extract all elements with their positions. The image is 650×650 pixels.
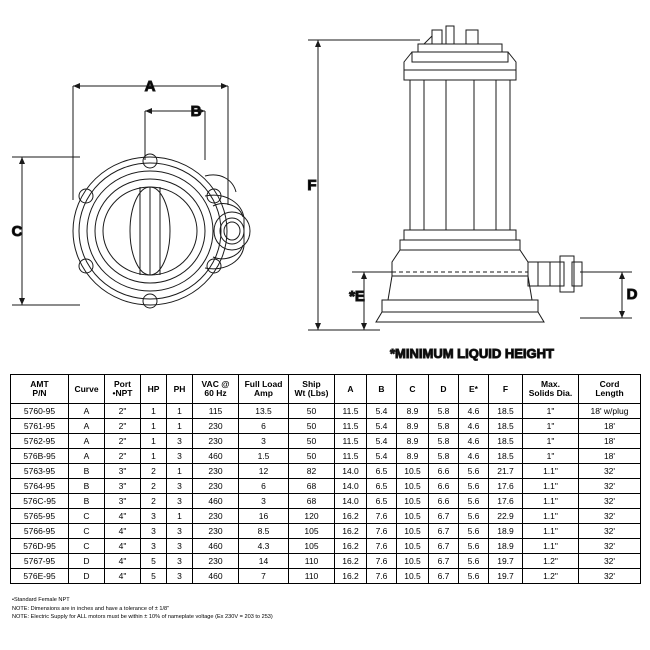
table-row xyxy=(11,419,641,434)
table-cell: 105 xyxy=(289,524,335,539)
table-header-line1: PH xyxy=(173,383,186,394)
table-header-line1: Cord xyxy=(599,379,620,390)
table-header-cell-5 xyxy=(193,375,239,404)
table-cell: 3" xyxy=(105,479,141,494)
table-cell: C xyxy=(69,539,105,554)
note-1: NOTE: Dimensions are in inches and have a tolerance of ± 1/8" xyxy=(12,605,170,612)
table-cell: 5.8 xyxy=(429,404,459,419)
table-cell: 3 xyxy=(167,569,193,584)
table-cell: 4" xyxy=(105,554,141,569)
table-header-cell-0 xyxy=(11,375,69,404)
table-cell: 4" xyxy=(105,524,141,539)
min-liquid-height-caption: *MINIMUM LIQUID HEIGHT xyxy=(390,346,554,361)
table-cell: 3 xyxy=(239,494,289,509)
table-cell: 32' xyxy=(579,554,641,569)
table-cell: 5765-95 xyxy=(11,509,69,524)
table-cell: 5 xyxy=(141,554,167,569)
table-cell: 5767-95 xyxy=(11,554,69,569)
table-header-line2: Solids Dia. xyxy=(528,388,573,398)
table-cell: D xyxy=(69,554,105,569)
table-cell: 2 xyxy=(141,494,167,509)
table-cell: 5.6 xyxy=(459,524,489,539)
table-cell: 5.8 xyxy=(429,449,459,464)
table-cell: 1.5 xyxy=(239,449,289,464)
table-cell: 7.6 xyxy=(367,569,397,584)
table-cell: 1.1" xyxy=(523,494,579,509)
table-cell: 22.9 xyxy=(489,509,523,524)
table-cell: 1 xyxy=(167,404,193,419)
table-cell: 6 xyxy=(239,419,289,434)
specification-table-wrap xyxy=(10,374,640,584)
table-cell: C xyxy=(69,524,105,539)
table-row xyxy=(11,494,641,509)
table-notes xyxy=(12,596,512,622)
table-header-cell-12 xyxy=(459,375,489,404)
table-cell: 17.6 xyxy=(489,479,523,494)
table-header-line1: Max. xyxy=(541,379,560,390)
table-cell: A xyxy=(69,419,105,434)
table-header-row xyxy=(11,375,641,404)
table-cell: 2" xyxy=(105,404,141,419)
table-cell: 4.6 xyxy=(459,434,489,449)
table-cell: 3 xyxy=(141,524,167,539)
table-cell: 2 xyxy=(141,479,167,494)
table-cell: 110 xyxy=(289,554,335,569)
table-body xyxy=(11,404,641,584)
table-cell: 8.9 xyxy=(397,449,429,464)
table-cell: 4.6 xyxy=(459,419,489,434)
table-cell: D xyxy=(69,569,105,584)
table-cell: 18' w/plug xyxy=(579,404,641,419)
table-cell: 230 xyxy=(193,434,239,449)
table-cell: 5.4 xyxy=(367,419,397,434)
table-cell: 3 xyxy=(167,554,193,569)
table-cell: 5 xyxy=(141,569,167,584)
table-cell: 5.8 xyxy=(429,434,459,449)
table-cell: 16.2 xyxy=(335,524,367,539)
table-cell: 1 xyxy=(141,434,167,449)
table-cell: 5.4 xyxy=(367,449,397,464)
table-cell: 5760-95 xyxy=(11,404,69,419)
table-cell: 1.1" xyxy=(523,479,579,494)
table-cell: 7.6 xyxy=(367,554,397,569)
table-cell: 1" xyxy=(523,449,579,464)
table-cell: 12 xyxy=(239,464,289,479)
table-cell: 5.4 xyxy=(367,404,397,419)
table-header-line1: HP xyxy=(147,383,160,394)
dim-label-a-top: A xyxy=(144,78,156,95)
table-cell: 5.6 xyxy=(459,569,489,584)
table-header-cell-11 xyxy=(429,375,459,404)
table-header-line2: Wt (Lbs) xyxy=(294,388,329,398)
table-cell: 230 xyxy=(193,554,239,569)
table-cell: 6.6 xyxy=(429,479,459,494)
table-cell: 32' xyxy=(579,464,641,479)
table-cell: 18.5 xyxy=(489,404,523,419)
table-cell: 4" xyxy=(105,569,141,584)
table-cell: 2" xyxy=(105,419,141,434)
table-cell: 14.0 xyxy=(335,494,367,509)
table-cell: 1.1" xyxy=(523,524,579,539)
table-cell: 3 xyxy=(167,494,193,509)
table-cell: 5.8 xyxy=(429,419,459,434)
table-cell: 18.5 xyxy=(489,419,523,434)
table-cell: 18.9 xyxy=(489,539,523,554)
table-cell: 6.6 xyxy=(429,464,459,479)
table-cell: 230 xyxy=(193,464,239,479)
table-header-cell-7 xyxy=(289,375,335,404)
table-cell: 1 xyxy=(141,404,167,419)
table-cell: 14 xyxy=(239,554,289,569)
table-cell: 6.5 xyxy=(367,479,397,494)
table-cell: 230 xyxy=(193,524,239,539)
table-cell: 13.5 xyxy=(239,404,289,419)
table-header-cell-9 xyxy=(367,375,397,404)
table-cell: 10.5 xyxy=(397,509,429,524)
table-cell: 1 xyxy=(167,419,193,434)
table-cell: 5.6 xyxy=(459,464,489,479)
table-header-line2: P/N xyxy=(32,388,47,398)
table-cell: 16.2 xyxy=(335,554,367,569)
table-cell: 3 xyxy=(167,524,193,539)
table-cell: 32' xyxy=(579,509,641,524)
table-cell: 576C-95 xyxy=(11,494,69,509)
dim-label-e-side: *E xyxy=(349,288,365,305)
table-cell: 5.6 xyxy=(459,554,489,569)
table-cell: 6.7 xyxy=(429,539,459,554)
table-header-line1: A xyxy=(347,383,354,394)
table-cell: 1 xyxy=(167,464,193,479)
table-header-line1: D xyxy=(440,383,447,394)
table-cell: 1.1" xyxy=(523,509,579,524)
table-cell: 10.5 xyxy=(397,494,429,509)
table-cell: 7.6 xyxy=(367,509,397,524)
table-cell: 68 xyxy=(289,494,335,509)
table-cell: 14.0 xyxy=(335,479,367,494)
table-cell: 32' xyxy=(579,524,641,539)
table-cell: 5762-95 xyxy=(11,434,69,449)
table-header-cell-15 xyxy=(579,375,641,404)
table-cell: 576E-95 xyxy=(11,569,69,584)
table-cell: A xyxy=(69,449,105,464)
table-cell: 16.2 xyxy=(335,539,367,554)
table-cell: 6.5 xyxy=(367,494,397,509)
table-cell: 3 xyxy=(141,539,167,554)
table-cell: 110 xyxy=(289,569,335,584)
table-cell: 8.5 xyxy=(239,524,289,539)
table-cell: B xyxy=(69,494,105,509)
table-cell: 11.5 xyxy=(335,449,367,464)
table-cell: 1.2" xyxy=(523,569,579,584)
table-row xyxy=(11,434,641,449)
table-cell: B xyxy=(69,464,105,479)
table-cell: 1.2" xyxy=(523,554,579,569)
table-cell: 3 xyxy=(167,479,193,494)
table-cell: 10.5 xyxy=(397,539,429,554)
table-cell: 230 xyxy=(193,419,239,434)
table-cell: 3 xyxy=(239,434,289,449)
table-cell: 6.7 xyxy=(429,509,459,524)
table-cell: 1" xyxy=(523,404,579,419)
table-cell: 460 xyxy=(193,494,239,509)
table-cell: 576D-95 xyxy=(11,539,69,554)
table-header-cell-13 xyxy=(489,375,523,404)
table-cell: 5.6 xyxy=(459,509,489,524)
table-cell: 11.5 xyxy=(335,404,367,419)
table-header-line1: AMT xyxy=(30,379,49,390)
table-header-cell-3 xyxy=(141,375,167,404)
table-cell: 230 xyxy=(193,509,239,524)
table-cell: 2" xyxy=(105,434,141,449)
table-row xyxy=(11,464,641,479)
table-cell: 120 xyxy=(289,509,335,524)
table-cell: 7 xyxy=(239,569,289,584)
dim-label-f-side: F xyxy=(307,177,317,194)
dim-label-c-top: C xyxy=(11,223,23,240)
table-cell: 6.6 xyxy=(429,494,459,509)
table-cell: 8.9 xyxy=(397,419,429,434)
table-cell: 5.6 xyxy=(459,539,489,554)
table-cell: A xyxy=(69,434,105,449)
table-row xyxy=(11,479,641,494)
table-cell: 32' xyxy=(579,479,641,494)
table-header-cell-14 xyxy=(523,375,579,404)
table-header-cell-2 xyxy=(105,375,141,404)
table-row xyxy=(11,554,641,569)
table-cell: 460 xyxy=(193,539,239,554)
table-header-line1: Full Load xyxy=(244,379,283,390)
table-cell: 4" xyxy=(105,539,141,554)
table-cell: 5764-95 xyxy=(11,479,69,494)
table-header-cell-6 xyxy=(239,375,289,404)
table-header-line1: B xyxy=(378,383,385,394)
table-cell: 14.0 xyxy=(335,464,367,479)
table-cell: 5.4 xyxy=(367,434,397,449)
table-cell: 5766-95 xyxy=(11,524,69,539)
table-header-line2: •NPT xyxy=(112,388,133,398)
table-cell: 68 xyxy=(289,479,335,494)
table-cell: B xyxy=(69,479,105,494)
table-cell: 6.7 xyxy=(429,569,459,584)
table-cell: A xyxy=(69,404,105,419)
table-header-line1: VAC @ xyxy=(201,379,230,390)
table-row xyxy=(11,449,641,464)
table-cell: C xyxy=(69,509,105,524)
table-cell: 32' xyxy=(579,539,641,554)
table-cell: 32' xyxy=(579,569,641,584)
table-cell: 8.9 xyxy=(397,434,429,449)
table-cell: 6.5 xyxy=(367,464,397,479)
table-cell: 17.6 xyxy=(489,494,523,509)
table-cell: 18.5 xyxy=(489,449,523,464)
table-header-cell-10 xyxy=(397,375,429,404)
table-header-line1: Port xyxy=(114,379,131,390)
table-cell: 19.7 xyxy=(489,569,523,584)
table-cell: 7.6 xyxy=(367,524,397,539)
table-header-line2: Amp xyxy=(254,388,273,398)
dim-label-b-top: B xyxy=(190,103,202,120)
table-cell: 19.7 xyxy=(489,554,523,569)
table-cell: 576B-95 xyxy=(11,449,69,464)
table-cell: 5761-95 xyxy=(11,419,69,434)
table-cell: 1 xyxy=(141,419,167,434)
table-row xyxy=(11,569,641,584)
table-cell: 1.1" xyxy=(523,539,579,554)
table-cell: 4.6 xyxy=(459,449,489,464)
table-header-cell-8 xyxy=(335,375,367,404)
table-cell: 3" xyxy=(105,494,141,509)
table-cell: 5.6 xyxy=(459,479,489,494)
table-header-line2: 60 Hz xyxy=(204,388,227,398)
table-cell: 3 xyxy=(167,539,193,554)
table-cell: 1 xyxy=(141,449,167,464)
table-cell: 10.5 xyxy=(397,554,429,569)
table-cell: 16.2 xyxy=(335,569,367,584)
table-cell: 105 xyxy=(289,539,335,554)
table-header-line1: Curve xyxy=(74,383,99,394)
table-cell: 1" xyxy=(523,434,579,449)
table-cell: 460 xyxy=(193,569,239,584)
table-cell: 6.7 xyxy=(429,524,459,539)
table-header-line2: Length xyxy=(595,388,624,398)
table-row xyxy=(11,539,641,554)
table-cell: 3 xyxy=(167,449,193,464)
table-cell: 1" xyxy=(523,419,579,434)
table-cell: 18' xyxy=(579,419,641,434)
table-cell: 50 xyxy=(289,449,335,464)
table-cell: 50 xyxy=(289,404,335,419)
table-cell: 10.5 xyxy=(397,524,429,539)
table-header-cell-4 xyxy=(167,375,193,404)
table-header-line1: C xyxy=(409,383,416,394)
dim-label-d-side: D xyxy=(626,286,638,303)
table-cell: 6.7 xyxy=(429,554,459,569)
table-cell: 11.5 xyxy=(335,434,367,449)
table-header-line1: E* xyxy=(469,383,478,394)
table-cell: 16 xyxy=(239,509,289,524)
table-cell: 4.6 xyxy=(459,404,489,419)
table-cell: 8.9 xyxy=(397,404,429,419)
table-cell: 4.3 xyxy=(239,539,289,554)
table-cell: 18' xyxy=(579,449,641,464)
table-cell: 82 xyxy=(289,464,335,479)
table-cell: 1.1" xyxy=(523,464,579,479)
note-0: •Standard Female NPT xyxy=(12,597,70,603)
table-cell: 3 xyxy=(141,509,167,524)
table-cell: 10.5 xyxy=(397,569,429,584)
note-2: NOTE: Electric Supply for ALL motors must be within ± 10% of nameplate voltage (Ex 230V = 203 to 253) xyxy=(12,614,273,621)
table-cell: 5.6 xyxy=(459,494,489,509)
table-cell: 10.5 xyxy=(397,479,429,494)
table-header-line1: F xyxy=(502,383,509,394)
table-cell: 230 xyxy=(193,479,239,494)
table-row xyxy=(11,509,641,524)
table-row xyxy=(11,404,641,419)
table-cell: 18' xyxy=(579,434,641,449)
table-cell: 3" xyxy=(105,464,141,479)
table-cell: 10.5 xyxy=(397,464,429,479)
table-cell: 50 xyxy=(289,419,335,434)
table-cell: 115 xyxy=(193,404,239,419)
table-cell: 4" xyxy=(105,509,141,524)
table-cell: 3 xyxy=(167,434,193,449)
table-cell: 16.2 xyxy=(335,509,367,524)
table-cell: 32' xyxy=(579,494,641,509)
table-cell: 50 xyxy=(289,434,335,449)
table-cell: 2 xyxy=(141,464,167,479)
table-cell: 18.5 xyxy=(489,434,523,449)
table-cell: 21.7 xyxy=(489,464,523,479)
table-cell: 6 xyxy=(239,479,289,494)
table-row xyxy=(11,524,641,539)
table-cell: 11.5 xyxy=(335,419,367,434)
specification-table xyxy=(10,374,641,584)
table-header-cell-1 xyxy=(69,375,105,404)
table-cell: 1 xyxy=(167,509,193,524)
table-cell: 5763-95 xyxy=(11,464,69,479)
table-header-line1: Ship xyxy=(302,379,321,390)
table-cell: 460 xyxy=(193,449,239,464)
table-cell: 18.9 xyxy=(489,524,523,539)
table-cell: 2" xyxy=(105,449,141,464)
table-cell: 7.6 xyxy=(367,539,397,554)
